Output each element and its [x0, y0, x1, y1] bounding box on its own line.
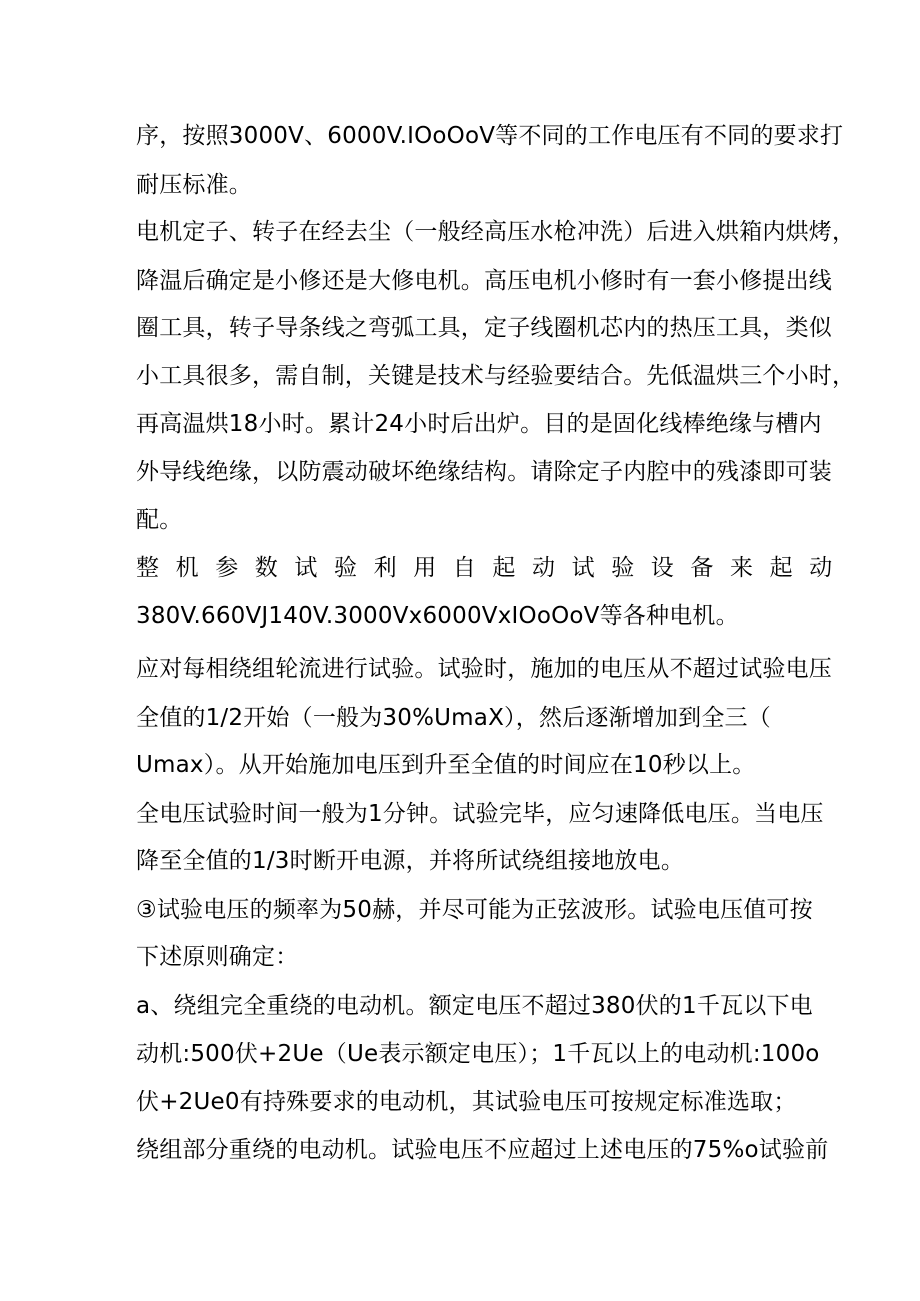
text-line: 伏+2Ue0有持殊要求的电动机，其试验电压可按规定标准选取； — [136, 1089, 797, 1115]
text-line: 全值的1/2开始（一般为30%UmaX），然后逐渐增加到全三（ — [136, 705, 771, 731]
text-line: ③试验电压的频率为50赫，并尽可能为正弦波形。试验电压值可按 — [136, 897, 813, 923]
text-line: 耐压标准。 — [136, 172, 252, 198]
text-line: 降至全值的1/3时断开电源，并将所试绕组接地放电。 — [136, 848, 685, 874]
text-line: a、绕组完全重绕的电动机。额定电压不超过380伏的1千瓦以下电 — [136, 993, 813, 1019]
text-line: 圈工具，转子导条线之弯弧工具，定子线圈机芯内的热压工具，类似 — [136, 315, 832, 341]
text-line: 再高温烘18小时。累计24小时后出炉。目的是固化线棒绝缘与槽内 — [136, 411, 822, 437]
text-line: 380V.660VJ140V.3000Vx6000VxIOoOoV等各种电机。 — [136, 603, 739, 629]
text-line: 整机参数试验利用自起动试验设备来起动 — [136, 555, 849, 581]
text-line: 电机定子、转子在经去尘（一般经高压水枪冲洗）后进入烘箱内烘烤， — [136, 219, 856, 245]
text-line: 应对每相绕组轮流进行试验。试验时，施加的电压从不超过试验电压 — [136, 656, 832, 682]
text-line: 小工具很多，需自制，关键是技术与经验要结合。先低温烘三个小时， — [136, 363, 856, 389]
text-line: 全电压试验时间一般为1分钟。试验完毕，应匀速降低电压。当电压 — [136, 801, 824, 827]
text-line: 降温后确定是小修还是大修电机。高压电机小修时有一套小修提出线 — [136, 268, 832, 294]
text-line: 下述原则确定： — [136, 944, 299, 970]
text-line: 配。 — [136, 507, 183, 533]
text-line: Umax）。从开始施加电压到升至全值的时间应在10秒以上。 — [136, 752, 756, 778]
text-line: 序，按照3000V、6000V.IOoOoV等不同的工作电压有不同的要求打 — [136, 123, 844, 149]
text-line: 绕组部分重绕的电动机。试验电压不应超过上述电压的75%o试验前 — [136, 1137, 829, 1163]
text-line: 动机:500伏+2Ue（Ue表示额定电压）；1千瓦以上的电动机:100o — [136, 1041, 820, 1067]
text-line: 外导线绝缘，以防震动破坏绝缘结构。请除定子内腔中的残漆即可装 — [136, 459, 832, 485]
